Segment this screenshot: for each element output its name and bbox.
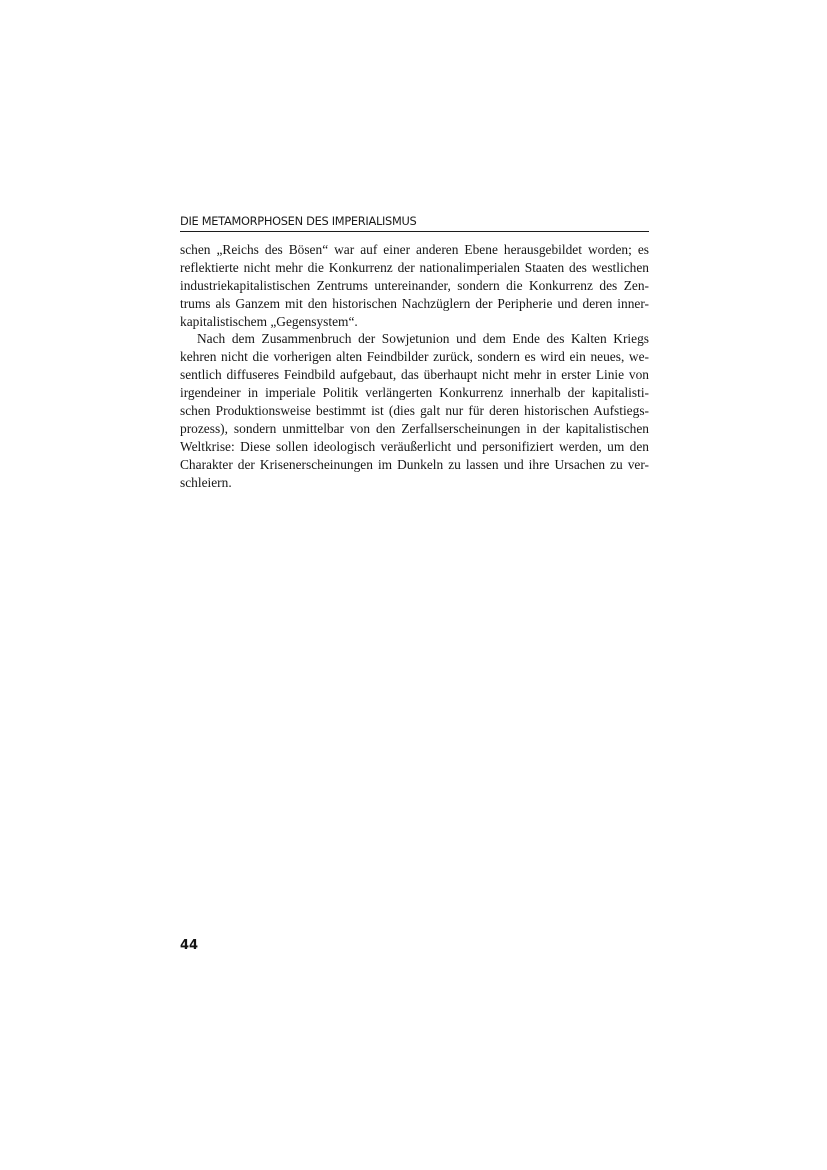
text-line: Nach dem Zusammenbruch der Sowjetunion und dem Ende des Kalten Kriegs bbox=[197, 331, 649, 347]
text-line: kehren nicht die vorherigen alten Feindbilder zurück, sondern es wird ein neues, we- bbox=[180, 349, 649, 365]
text-line: reflektierte nicht mehr die Konkurrenz der nationalimperialen Staaten des westlichen bbox=[180, 259, 649, 275]
text-line: schen Produktionsweise bestimmt ist (dies galt nur für deren historischen Aufstiegs- bbox=[180, 403, 649, 419]
text-line: schen „Reichs des Bösen“ war auf einer anderen Ebene herausgebildet worden; es bbox=[180, 242, 649, 257]
text-line: Charakter der Krisenerscheinungen im Dunkeln zu lassen und ihre Ursachen zu ver- bbox=[180, 456, 649, 472]
running-header bbox=[180, 213, 649, 232]
page-number: 44 bbox=[180, 938, 199, 953]
text-line: irgendeiner in imperiale Politik verlängerten Konkurrenz innerhalb der kapitalisti- bbox=[180, 385, 649, 401]
paragraph-1 bbox=[180, 241, 649, 330]
running-header-title: DIE METAMORPHOSEN DES IMPERIALISMUS bbox=[180, 214, 417, 228]
text-line: trums als Ganzem mit den historischen Nachzüglern der Peripherie und deren inner- bbox=[180, 295, 649, 311]
text-line: prozess), sondern unmittelbar von den Zerfallserscheinungen in der kapitalistischen bbox=[180, 420, 649, 436]
text-line: Weltkrise: Diese sollen ideologisch veräußerlicht und personifiziert werden, um den bbox=[180, 438, 649, 454]
paragraph-2 bbox=[180, 330, 649, 491]
text-line: sentlich diffuseres Feindbild aufgebaut, das überhaupt nicht mehr in erster Linie von bbox=[180, 367, 649, 383]
text-line: kapitalistischem „Gegensystem“. bbox=[180, 313, 358, 329]
text-line: industriekapitalistischen Zentrums untereinander, sondern die Konkurrenz des Zen- bbox=[180, 277, 649, 293]
body-text bbox=[180, 241, 649, 491]
text-line: schleiern. bbox=[180, 474, 232, 490]
